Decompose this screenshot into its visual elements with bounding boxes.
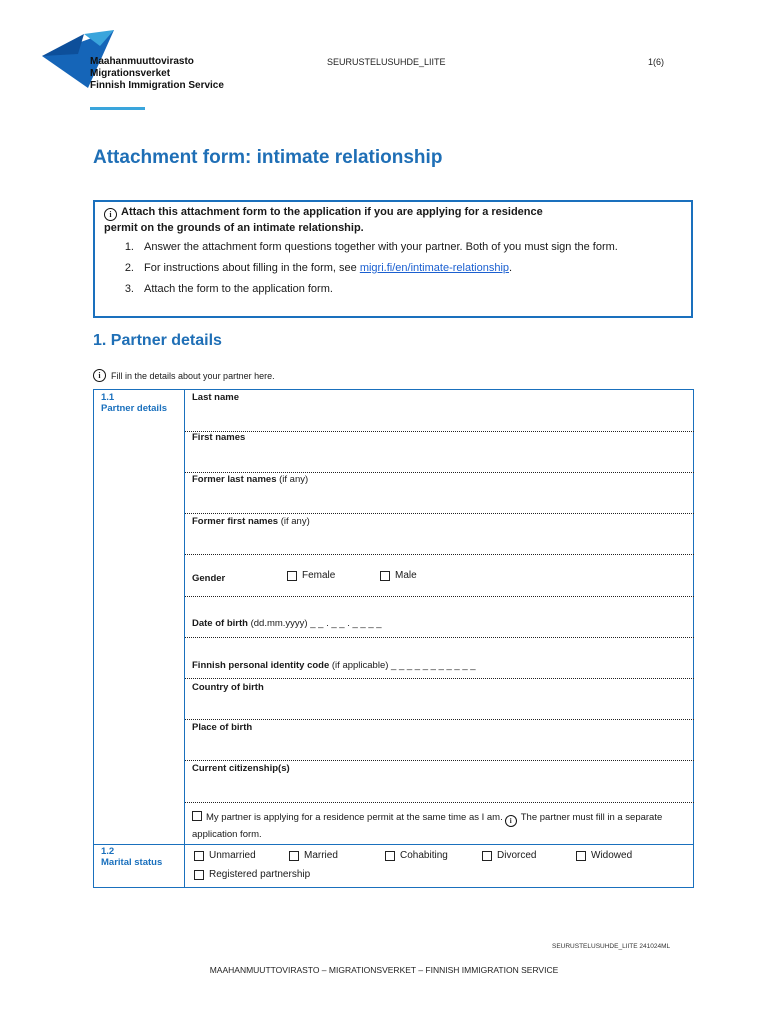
row-divider [185, 554, 694, 555]
org-name-sv: Migrationsverket [90, 68, 171, 79]
info-icon: i [104, 208, 117, 221]
section-label-column [93, 389, 185, 888]
date-of-birth-field[interactable]: Date of birth (dd.mm.yyyy) _ _ . _ _ . _ _ _ _ [192, 618, 382, 629]
partner-applying-checkbox[interactable] [192, 811, 202, 821]
row-divider [185, 513, 694, 514]
section-title-partner-details: 1. Partner details [93, 332, 222, 349]
section-1-1-label: 1.1 Partner details [101, 392, 167, 414]
gender-female-option[interactable]: Female [287, 570, 335, 581]
section-1-2-label: 1.2 Marital status [101, 846, 163, 868]
page-number: 1(6) [648, 57, 665, 67]
married-checkbox[interactable] [289, 851, 299, 861]
last-name-field[interactable]: Last name [192, 392, 239, 403]
row-divider [185, 802, 694, 803]
male-checkbox[interactable] [380, 571, 390, 581]
former-first-names-field[interactable]: Former first names (if any) [192, 516, 310, 527]
first-names-field[interactable]: First names [192, 432, 246, 443]
document-reference: SEURUSTELUSUHDE_LIITE 241024ML [552, 943, 671, 950]
row-divider [185, 472, 694, 473]
cohabiting-checkbox[interactable] [385, 851, 395, 861]
info-icon: i [93, 369, 106, 382]
instructions-heading: i Attach this attachment form to the application if you are applying for a residence permit on the grounds of an intimate relationship. [104, 206, 543, 234]
row-divider [185, 678, 694, 679]
instruction-step: 3. Attach the form to the application form. [124, 283, 333, 295]
row-divider [185, 719, 694, 720]
organization-name [90, 56, 224, 92]
female-checkbox[interactable] [287, 571, 297, 581]
former-last-names-field[interactable]: Former last names (if any) [192, 474, 309, 485]
org-name-en: Finnish Immigration Service [90, 80, 224, 91]
widowed-checkbox[interactable] [576, 851, 586, 861]
page-title: Attachment form: intimate relationship [93, 147, 443, 168]
header-divider [90, 107, 145, 110]
marital-married-option[interactable]: Married [289, 850, 338, 861]
registered-partnership-checkbox[interactable] [194, 870, 204, 880]
row-divider [185, 760, 694, 761]
section-divider [93, 844, 694, 845]
unmarried-checkbox[interactable] [194, 851, 204, 861]
fill-instructions: i Fill in the details about your partner here. [93, 369, 275, 382]
divorced-checkbox[interactable] [482, 851, 492, 861]
row-divider [185, 431, 694, 432]
citizenship-field[interactable]: Current citizenship(s) [192, 763, 290, 774]
marital-divorced-option[interactable]: Divorced [482, 850, 536, 861]
instructions-box [93, 200, 693, 318]
partner-applying-option[interactable]: My partner is applying for a residence permit at the same time as I am. i The partner must fill in a separate application form. [192, 812, 663, 840]
instructions-link[interactable]: migri.fi/en/intimate-relationship [359, 262, 509, 274]
personal-identity-code-field[interactable]: Finnish personal identity code (if applicable) _ _ _ _ _ _ _ _ _ _ _ [192, 660, 476, 671]
row-divider [185, 596, 694, 597]
instruction-steps [103, 240, 683, 296]
instruction-step: 2. For instructions about filling in the form, see migri.fi/en/intimate-relationship. [124, 262, 513, 274]
country-of-birth-field[interactable]: Country of birth [192, 682, 264, 693]
marital-widowed-option[interactable]: Widowed [576, 850, 632, 861]
info-icon: i [505, 815, 517, 827]
row-divider [185, 637, 694, 638]
page-footer: MAAHANMUUTTOVIRASTO – MIGRATIONSVERKET – FINNISH IMMIGRATION SERVICE [209, 965, 559, 975]
marital-registered-partnership-option[interactable]: Registered partnership [194, 869, 310, 880]
gender-male-option[interactable]: Male [380, 570, 417, 581]
marital-unmarried-option[interactable]: Unmarried [194, 850, 256, 861]
gender-label: Gender [192, 573, 226, 584]
document-code: SEURUSTELUSUHDE_LIITE [327, 57, 446, 67]
org-name-fi: Maahanmuuttovirasto [90, 56, 194, 67]
marital-cohabiting-option[interactable]: Cohabiting [385, 850, 448, 861]
instruction-step: 1. Answer the attachment form questions together with your partner. Both of you must sign the form. [124, 241, 618, 253]
place-of-birth-field[interactable]: Place of birth [192, 722, 253, 733]
